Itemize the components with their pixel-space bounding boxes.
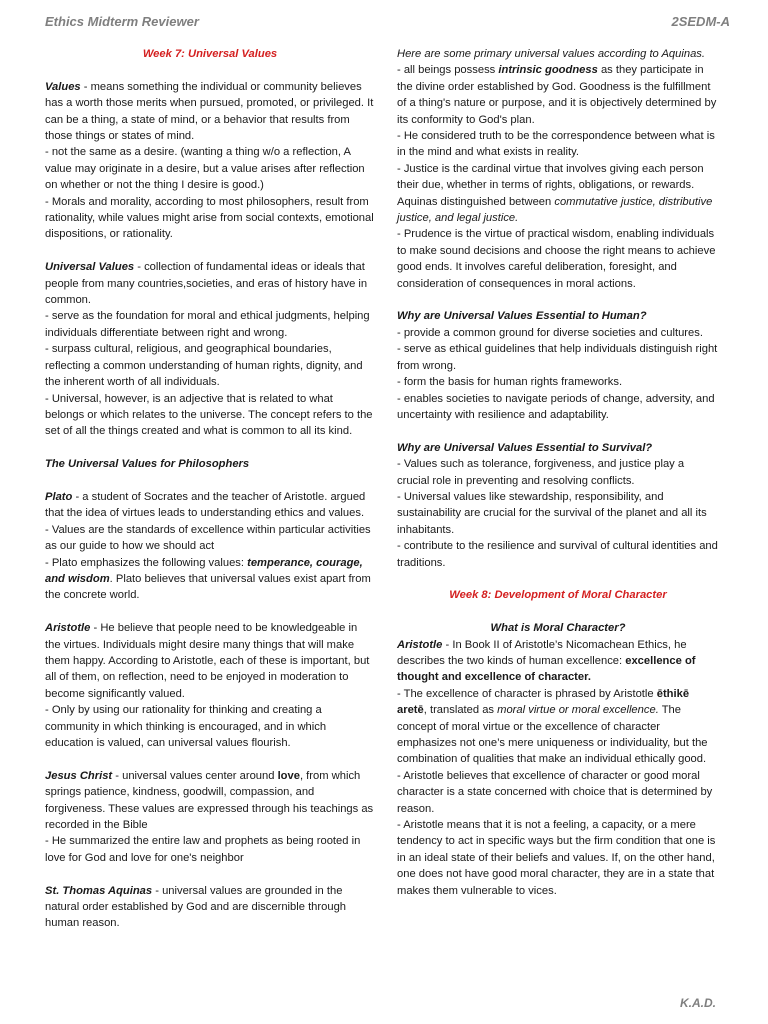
human-bullet-3: - form the basis for human rights frameworks. — [397, 376, 623, 389]
survival-bullet-1: - Values such as tolerance, forgiveness, and justice play a crucial role in preventing and resolving conflicts. — [397, 458, 685, 487]
week8-title: Week 8: Development of Moral Character — [449, 589, 667, 602]
jesus-term: Jesus Christ — [45, 769, 113, 782]
universal-values-term: Universal Values — [45, 261, 135, 274]
aquinas-definition: St. Thomas Aquinas - universal values are grounded in the natural order established by God and are discernible through human reason. — [45, 884, 347, 930]
universal-bullet-3: - Universal, however, is an adjective that is related to what belongs or which relates to the universe. The concept refers to the set of all the things created and what is common to all its kind. — [45, 392, 373, 438]
moral-bullet-1: - The excellence of character is phrased by Aristotle ēthikē aretē, translated as moral virtue or moral excellence. The concept of moral virtue or the excellence of character emphasizes not one’s mere uniqueness or individuality, but the combination of qualities that make an individual ethically good. — [397, 687, 708, 766]
values-definition: Values - means something the individual or community believes has a worth those merits when pursued, promoted, or privileged. It can be a thing, a state of mind, or a behavior that results from those things or states of mind. — [45, 80, 374, 143]
jesus-definition: Jesus Christ - universal values center around love, from which springs patience, kindness, goodwill, compassion, and forgiveness. These values are expressed through his teachings as recorded in the Bible — [45, 769, 374, 831]
moral-aristotle-term: Aristotle — [397, 638, 443, 651]
values-bullet-2: - Morals and morality, according to most philosophers, result from rationality, while values might arise from social contexts, emotional dispositions, or rationality. — [45, 195, 374, 241]
survival-bullet-2: - Universal values like stewardship, responsibility, and sustainability are crucial for the survival of the planet and all its inhabitants. — [397, 490, 707, 536]
human-bullet-4: - enables societies to navigate periods of change, adversity, and uncertainty with resilience and adaptability. — [397, 392, 715, 421]
week7-title: Week 7: Universal Values — [142, 48, 278, 60]
values-term: Values — [45, 80, 81, 93]
plato-bullet-2: - Plato emphasizes the following values: temperance, courage, and wisdom. Plato believes that universal values exist apart from the concrete world. — [45, 556, 371, 602]
universal-bullet-2: - surpass cultural, religious, and geographical boundaries, reflecting a common understanding of human rights, dignity, and the inherent worth of all individuals. — [45, 343, 363, 389]
survival-heading: Why are Universal Values Essential to Survival? — [397, 441, 653, 454]
document-title: Ethics Midterm Reviewer — [45, 14, 199, 29]
moral-character-heading: What is Moral Character? — [490, 622, 626, 635]
aristotle-term: Aristotle — [45, 622, 91, 635]
aquinas-term: St. Thomas Aquinas — [45, 884, 153, 897]
moral-aristotle-definition: Aristotle - In Book II of Aristotle’s Nicomachean Ethics, he describes the two kinds of human excellence: excellence of thought and excellence of character. — [397, 638, 696, 684]
human-bullet-1: - provide a common ground for diverse societies and cultures. — [397, 326, 703, 339]
left-column — [45, 46, 375, 932]
values-bullet-1: - not the same as a desire. (wanting a thing w/o a reflection, A value may originate in a desire, but a value arises after reflection on whether or not the thing I desire is good.) — [45, 146, 365, 192]
author-initials: K.A.D. — [680, 996, 716, 1010]
right-column — [397, 46, 719, 899]
aristotle-definition: Aristotle - He believe that people need to be knowledgeable in the virtues. Individuals might desire many things that will make them happy. According to Aristotle, each of these is important, but all of them, on reflection, need to be enjoyed in moderation to become significantly valued. — [45, 622, 370, 700]
section-code: 2SEDM-A — [671, 14, 730, 29]
moral-bullet-3: - Aristotle means that it is not a feeling, a capacity, or a mere tendency to act in specific ways but the firm condition that one is in an ideal state of their beliefs and values. If, on the other hand, one does not have good moral character, they are in a state that makes them vulnerable to vices. — [397, 819, 716, 897]
survival-bullet-3: - contribute to the resilience and survival of cultural identities and traditions. — [397, 540, 718, 569]
plato-term: Plato — [45, 490, 73, 503]
moral-bullet-2: - Aristotle believes that excellence of character or good moral character is a state concerned with choice that is determined by reason. — [397, 769, 713, 815]
aquinas-bullet-3: - Justice is the cardinal virtue that involves giving each person their due, whether in terms of rights, obligations, or rewards. Aquinas distinguished between commutative justice, distributive justice, and legal justice. — [397, 162, 713, 225]
aquinas-bullet-2: - He considered truth to be the correspondence between what is in the mind and what exists in reality. — [397, 130, 715, 159]
plato-bullet-1: - Values are the standards of excellence within particular activities as our guide to how we should act — [45, 523, 371, 553]
aquinas-intro: Here are some primary universal values according to Aquinas. — [397, 48, 706, 60]
jesus-bullet-1: - He summarized the entire law and prophets as being rooted in love for God and love for one's neighbor — [45, 835, 361, 864]
human-heading: Why are Universal Values Essential to Human? — [397, 310, 647, 323]
plato-definition: Plato - a student of Socrates and the teacher of Aristotle. argued that the idea of virtues leads to understanding ethics and values. — [45, 490, 366, 520]
universal-values-definition: Universal Values - collection of fundamental ideas or ideals that people from many countries,societies, and eras of history have in common. — [45, 261, 368, 307]
universal-bullet-1: - serve as the foundation for moral and ethical judgments, helping individuals differentiate between right and wrong. — [45, 310, 370, 339]
philosophers-heading: The Universal Values for Philosophers — [45, 458, 250, 471]
aristotle-bullet-1: - Only by using our rationality for thinking and creating a community in which thinking is encouraged, and in which education is valued, can universal values flourish. — [45, 704, 327, 749]
aquinas-bullet-1: - all beings possess intrinsic goodness as they participate in the divine order established by God. Goodness is the fulfillment of a thing's nature or purpose, and it is objectively determined by its conformity to God's plan. — [397, 64, 717, 126]
aquinas-bullet-4: - Prudence is the virtue of practical wisdom, enabling individuals to make sound decisions and choose the right means to achieve good ends. It involves careful deliberation, foresight, and consideration of consequences in moral actions. — [397, 228, 716, 290]
human-bullet-2: - serve as ethical guidelines that help individuals distinguish right from wrong. — [397, 343, 718, 372]
